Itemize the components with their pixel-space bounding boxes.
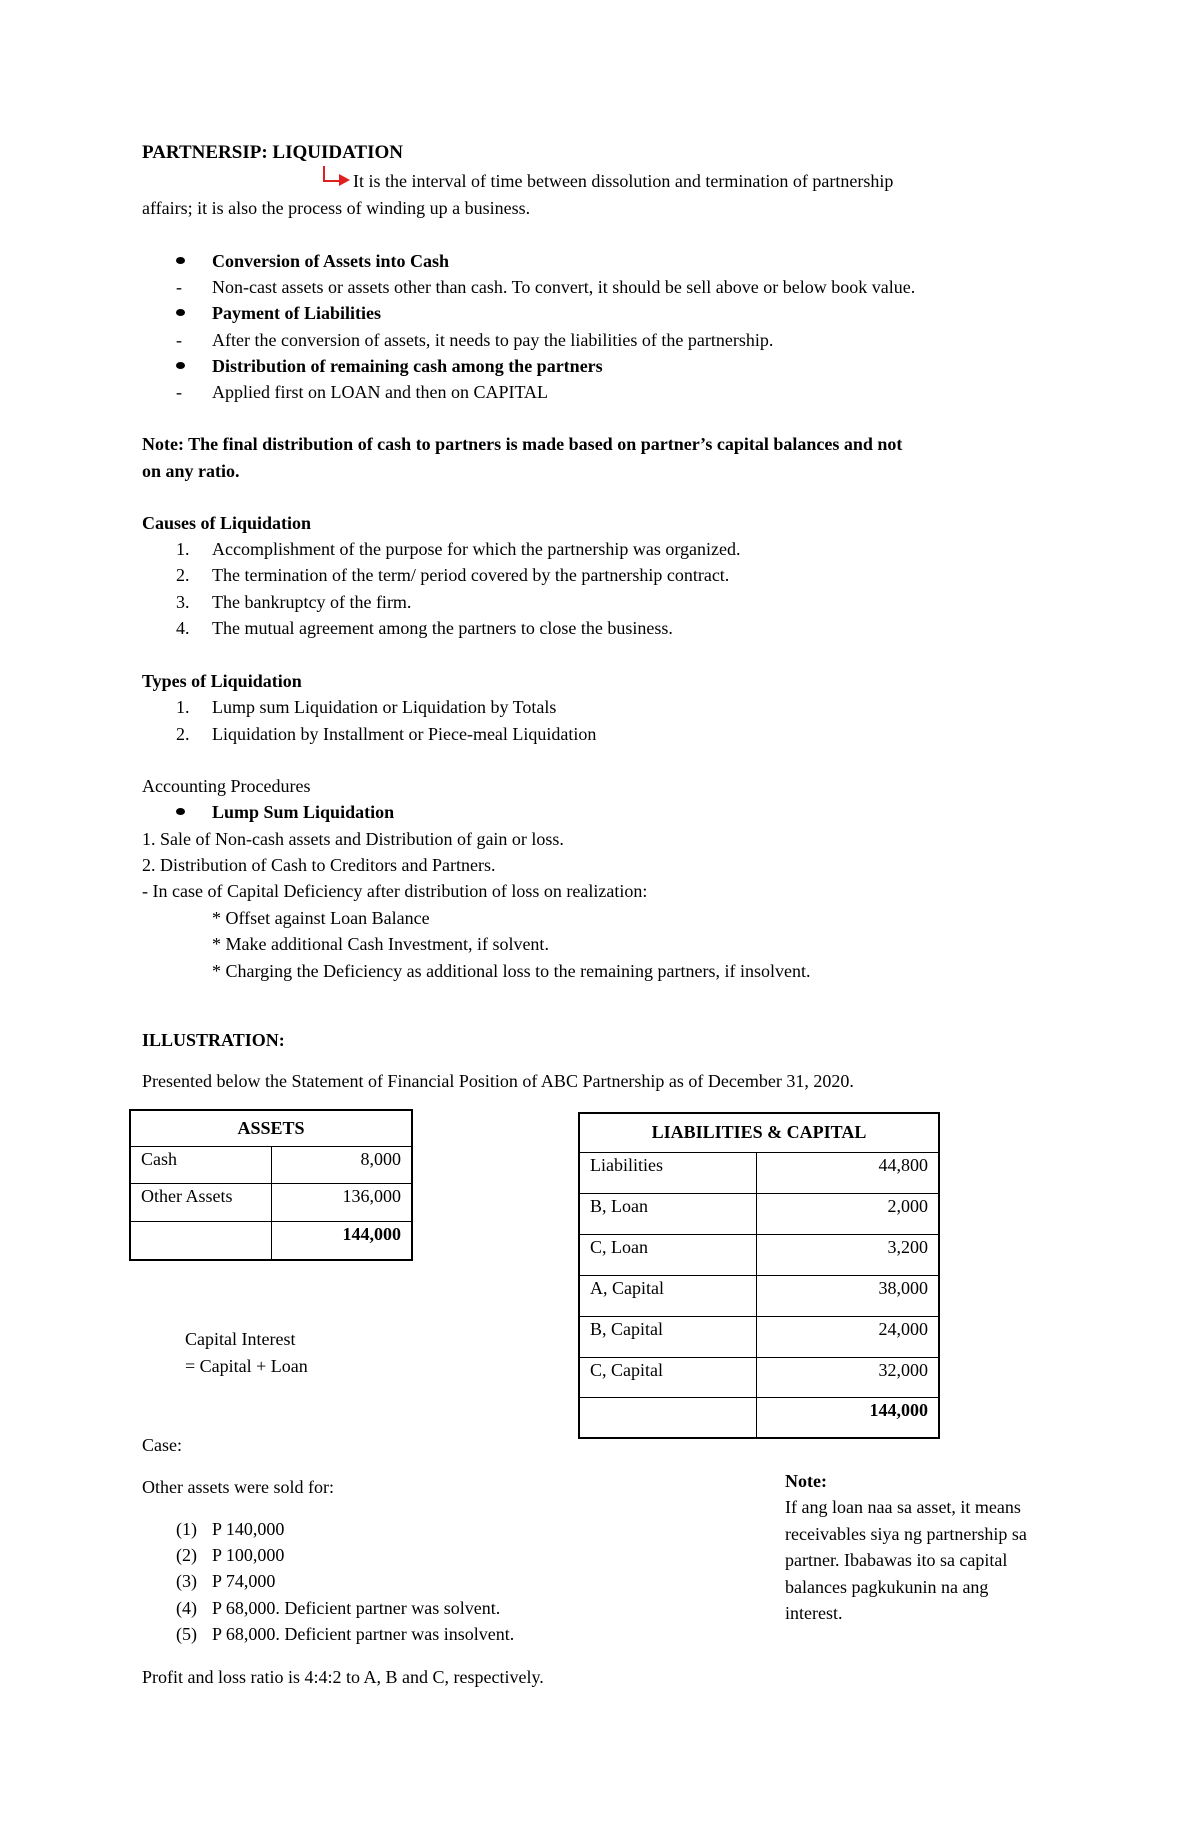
- row-label: C, Capital: [579, 1357, 757, 1397]
- row-label: B, Capital: [579, 1316, 757, 1357]
- row-value: 3,200: [757, 1234, 940, 1275]
- type-item-1: Lump sum Liquidation or Liquidation by Totals: [212, 697, 557, 717]
- list-number: 2.: [176, 724, 190, 744]
- arrow-head-icon: [339, 174, 350, 186]
- list-number: (1): [176, 1519, 197, 1539]
- note-line-2: on any ratio.: [142, 461, 240, 481]
- cause-item-3: The bankruptcy of the firm.: [212, 592, 412, 612]
- row-label: Cash: [130, 1146, 272, 1183]
- list-number: 3.: [176, 592, 190, 612]
- row-value: 8,000: [272, 1146, 413, 1183]
- case-option-2: P 100,000: [212, 1545, 285, 1565]
- dash-marker: -: [176, 277, 182, 297]
- capital-interest-label: Capital Interest: [185, 1329, 296, 1349]
- table-row: [579, 1234, 939, 1275]
- row-label: A, Capital: [579, 1275, 757, 1316]
- assets-table: [129, 1109, 413, 1261]
- side-note-line: receivables siya ng partnership sa: [785, 1524, 1027, 1544]
- process-heading-3: Distribution of remaining cash among the partners: [212, 356, 603, 376]
- cause-item-2: The termination of the term/ period covered by the partnership contract.: [212, 565, 730, 585]
- procedure-sub-3: * Charging the Deficiency as additional loss to the remaining partners, if insolvent.: [212, 961, 811, 981]
- cause-item-1: Accomplishment of the purpose for which the partnership was organized.: [212, 539, 741, 559]
- profit-loss-ratio: Profit and loss ratio is 4:4:2 to A, B and C, respectively.: [142, 1667, 544, 1687]
- table-row: [579, 1193, 939, 1234]
- bullet-icon: [176, 257, 185, 264]
- side-note-line: balances pagkukunin na ang: [785, 1577, 989, 1597]
- bullet-icon: [176, 309, 185, 316]
- table-row: [130, 1146, 412, 1183]
- bullet-icon: [176, 362, 185, 369]
- process-heading-2: Payment of Liabilities: [212, 303, 381, 323]
- case-option-3: P 74,000: [212, 1571, 276, 1591]
- assets-table-header: ASSETS: [130, 1110, 412, 1146]
- procedures-bullet: Lump Sum Liquidation: [212, 802, 395, 822]
- process-detail-2: After the conversion of assets, it needs to pay the liabilities of the partnership.: [212, 330, 774, 350]
- side-note-line: interest.: [785, 1603, 843, 1623]
- illustration-intro: Presented below the Statement of Financial Position of ABC Partnership as of December 31, 2020.: [142, 1071, 854, 1091]
- case-label: Case:: [142, 1435, 182, 1455]
- table-row-total: [579, 1397, 939, 1438]
- cause-item-4: The mutual agreement among the partners to close the business.: [212, 618, 673, 638]
- note-line-1: Note: The final distribution of cash to partners is made based on partner’s capital balances and not: [142, 434, 903, 454]
- list-number: (4): [176, 1598, 197, 1618]
- procedure-step-2: 2. Distribution of Cash to Creditors and Partners.: [142, 855, 496, 875]
- row-label: B, Loan: [579, 1193, 757, 1234]
- case-option-5: P 68,000. Deficient partner was insolvent.: [212, 1624, 515, 1644]
- table-row: [579, 1357, 939, 1397]
- definition-line-1: It is the interval of time between dissolution and termination of partnership: [353, 171, 894, 191]
- illustration-heading: ILLUSTRATION:: [142, 1030, 285, 1050]
- case-option-1: P 140,000: [212, 1519, 285, 1539]
- row-label: Other Assets: [130, 1183, 272, 1221]
- table-row: [579, 1316, 939, 1357]
- procedure-sub-1: * Offset against Loan Balance: [212, 908, 430, 928]
- dash-marker: -: [176, 382, 182, 402]
- total-value: 144,000: [272, 1221, 413, 1260]
- row-label: [579, 1397, 757, 1438]
- bullet-icon: [176, 808, 185, 815]
- procedure-step-3: - In case of Capital Deficiency after distribution of loss on realization:: [142, 881, 648, 901]
- procedure-sub-2: * Make additional Cash Investment, if solvent.: [212, 934, 549, 954]
- procedure-step-1: 1. Sale of Non-cash assets and Distribution of gain or loss.: [142, 829, 564, 849]
- table-row-total: [130, 1221, 412, 1260]
- side-note-line: partner. Ibabawas ito sa capital: [785, 1550, 1008, 1570]
- list-number: (5): [176, 1624, 197, 1644]
- process-heading-1: Conversion of Assets into Cash: [212, 251, 450, 271]
- row-value: 2,000: [757, 1193, 940, 1234]
- dash-marker: -: [176, 330, 182, 350]
- liabilities-table-header: LIABILITIES & CAPITAL: [579, 1113, 939, 1152]
- list-number: (3): [176, 1571, 197, 1591]
- row-value: 38,000: [757, 1275, 940, 1316]
- process-detail-1: Non-cast assets or assets other than cash. To convert, it should be sell above or below book value.: [212, 277, 916, 297]
- case-option-4: P 68,000. Deficient partner was solvent.: [212, 1598, 501, 1618]
- side-note-line: If ang loan naa sa asset, it means: [785, 1497, 1021, 1517]
- types-heading: Types of Liquidation: [142, 671, 302, 691]
- list-number: 4.: [176, 618, 190, 638]
- row-label: [130, 1221, 272, 1260]
- row-label: C, Loan: [579, 1234, 757, 1275]
- causes-heading: Causes of Liquidation: [142, 513, 312, 533]
- total-value: 144,000: [757, 1397, 940, 1438]
- side-note-heading: Note:: [785, 1471, 827, 1491]
- process-detail-3: Applied first on LOAN and then on CAPITAL: [212, 382, 549, 402]
- list-number: 2.: [176, 565, 190, 585]
- table-row: [130, 1183, 412, 1221]
- list-number: (2): [176, 1545, 197, 1565]
- list-number: 1.: [176, 539, 190, 559]
- row-value: 44,800: [757, 1152, 940, 1193]
- row-label: Liabilities: [579, 1152, 757, 1193]
- table-row: [579, 1152, 939, 1193]
- definition-line-2: affairs; it is also the process of winding up a business.: [142, 198, 531, 218]
- row-value: 136,000: [272, 1183, 413, 1221]
- procedures-heading: Accounting Procedures: [142, 776, 311, 796]
- case-sold-label: Other assets were sold for:: [142, 1477, 334, 1497]
- table-row: [579, 1275, 939, 1316]
- page-title: PARTNERSIP: LIQUIDATION: [142, 142, 403, 163]
- liabilities-capital-table: [578, 1112, 940, 1439]
- row-value: 24,000: [757, 1316, 940, 1357]
- row-value: 32,000: [757, 1357, 940, 1397]
- capital-interest-formula: = Capital + Loan: [185, 1356, 308, 1376]
- list-number: 1.: [176, 697, 190, 717]
- type-item-2: Liquidation by Installment or Piece-meal Liquidation: [212, 724, 597, 744]
